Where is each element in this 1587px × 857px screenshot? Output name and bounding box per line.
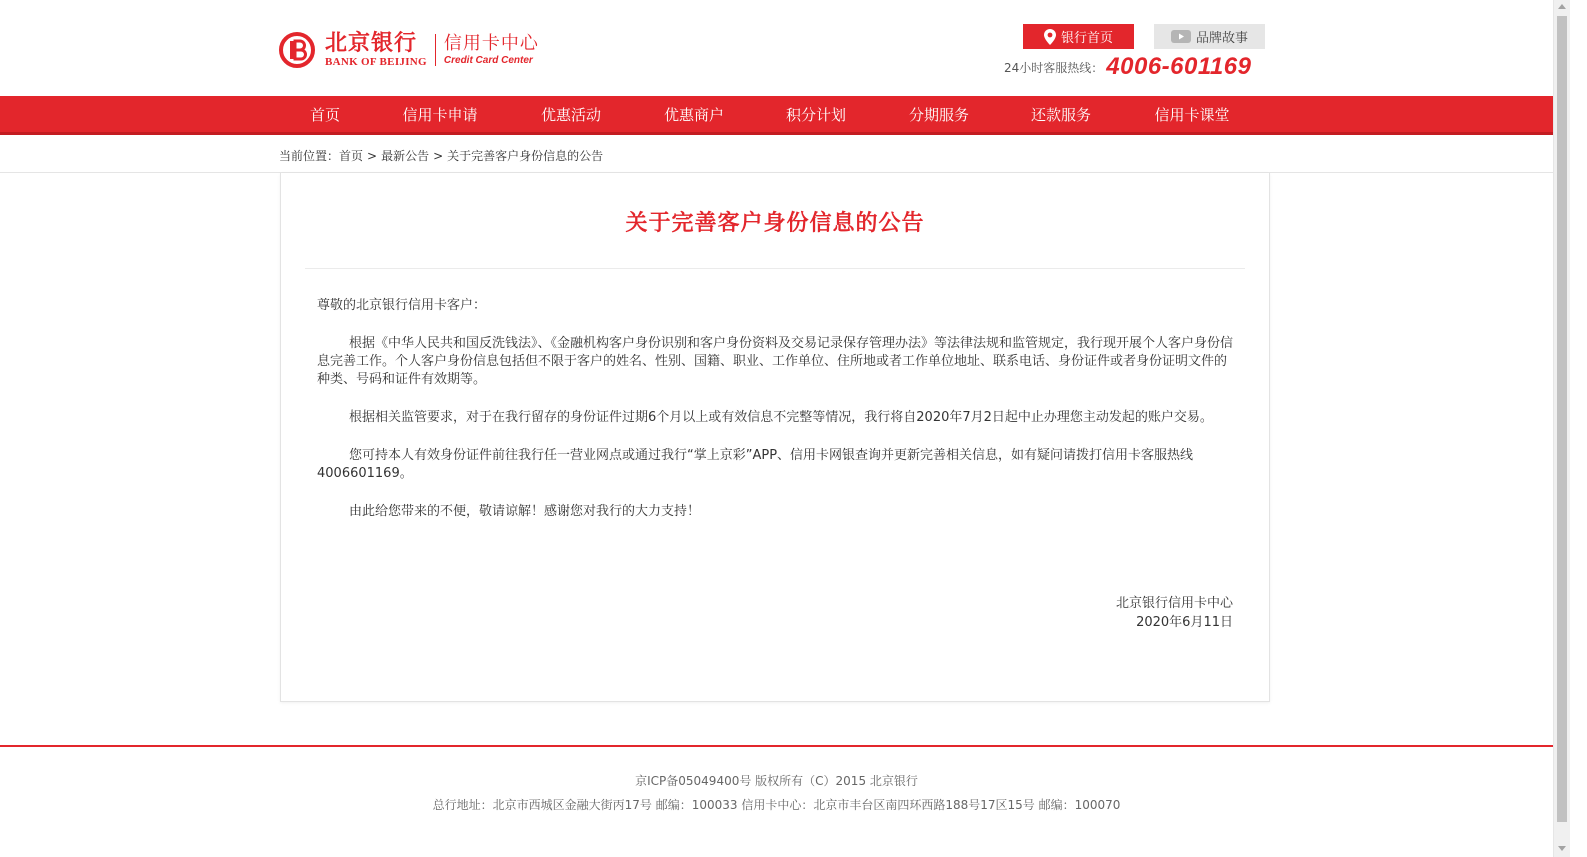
scroll-up-arrow-icon[interactable] bbox=[1558, 4, 1566, 9]
main-nav bbox=[0, 96, 1553, 135]
breadcrumb-separator: > bbox=[367, 148, 378, 163]
nav-item-repayment[interactable]: 还款服务 bbox=[1030, 106, 1091, 124]
article-greeting: 尊敬的北京银行信用卡客户： bbox=[317, 298, 487, 313]
breadcrumb-bar bbox=[0, 137, 1553, 173]
article-date: 2020年6月11日 bbox=[1136, 615, 1233, 630]
article-paragraph: 您可持本人有效身份证件前往我行任一营业网点或通过我行“掌上京彩”APP、信用卡网银查询并更新完善相关信息，如有疑问请拨打信用卡客服热线4006601169。 bbox=[317, 448, 1194, 481]
bank-logo-icon bbox=[279, 32, 315, 68]
article-signature: 北京银行信用卡中心 bbox=[1115, 596, 1233, 611]
article-signature-block bbox=[1116, 594, 1233, 632]
article-paragraph: 由此给您带来的不便，敬请谅解！感谢您对我行的大力支持！ bbox=[349, 504, 701, 519]
footer-address: 总行地址：北京市西城区金融大街丙17号 邮编：100033 信用卡中心：北京市丰台区南四环西路188号17区15号 邮编：100070 bbox=[432, 798, 1121, 812]
breadcrumb-notices-link[interactable]: 最新公告 bbox=[381, 149, 430, 163]
nav-item-card-apply[interactable]: 信用卡申请 bbox=[402, 106, 478, 124]
scrollbar-thumb[interactable] bbox=[1557, 16, 1567, 822]
breadcrumb bbox=[279, 147, 603, 164]
article-paragraph: 根据《中华人民共和国反洗钱法》、《金融机构客户身份识别和客户身份资料及交易记录保存管理办法》等法律法规和监管规定，我行现开展个人客户身份信息完善工作。个人客户身份信息包括但不限于客户的姓名、性别、国籍、职业、工作单位、住所地或者工作单位地址、联系电话、身份证件或者身份证明文件的种类、号码和证件有效期等。 bbox=[317, 336, 1234, 387]
nav-item-merchants[interactable]: 优惠商户 bbox=[663, 106, 724, 124]
article-paragraph: 根据相关监管要求，对于在我行留存的身份证件过期6个月以上或有效信息不完整等情况，我行将自2020年7月2日起中止办理您主动发起的账户交易。 bbox=[349, 410, 1213, 425]
brand-story-label: 品牌故事 bbox=[1195, 31, 1248, 46]
logo-divider bbox=[435, 34, 436, 66]
vertical-scrollbar[interactable] bbox=[1553, 0, 1570, 857]
nav-item-installment[interactable]: 分期服务 bbox=[908, 106, 969, 124]
nav-item-classroom[interactable]: 信用卡课堂 bbox=[1154, 106, 1230, 124]
bank-name-cn: 北京银行 bbox=[325, 31, 418, 56]
bank-home-button[interactable] bbox=[1023, 24, 1134, 49]
site-header bbox=[0, 0, 1570, 96]
article-body bbox=[317, 297, 1233, 541]
nav-item-home[interactable]: 首页 bbox=[309, 106, 340, 124]
footer-copyright: 京ICP备05049400号 版权所有（C）2015 北京银行 bbox=[635, 774, 918, 788]
bank-home-label: 银行首页 bbox=[1060, 31, 1113, 46]
breadcrumb-current-link[interactable]: 关于完善客户身份信息的公告 bbox=[447, 149, 604, 163]
brand-story-button[interactable] bbox=[1154, 24, 1265, 49]
hotline-label: 24小时客服热线： bbox=[1004, 60, 1104, 75]
bank-logo[interactable] bbox=[279, 30, 569, 70]
breadcrumb-prefix: 当前位置： bbox=[279, 149, 340, 163]
scroll-down-arrow-icon[interactable] bbox=[1558, 846, 1566, 851]
nav-item-promotions[interactable]: 优惠活动 bbox=[540, 106, 601, 124]
video-play-icon bbox=[1171, 30, 1191, 43]
title-divider bbox=[305, 268, 1245, 269]
article-title: 关于完善客户身份信息的公告 bbox=[625, 211, 925, 236]
footer-divider bbox=[0, 745, 1553, 747]
nav-item-points[interactable]: 积分计划 bbox=[785, 106, 846, 124]
bank-name-en: BANK OF BEIJING bbox=[325, 56, 427, 68]
hotline bbox=[1004, 52, 1266, 82]
article-container bbox=[280, 173, 1270, 702]
center-name-cn: 信用卡中心 bbox=[443, 33, 539, 54]
breadcrumb-separator: > bbox=[433, 148, 444, 163]
hotline-number: 4006-601169 bbox=[1106, 53, 1252, 80]
center-name-en: Credit Card Center bbox=[443, 55, 533, 66]
breadcrumb-home-link[interactable]: 首页 bbox=[339, 149, 364, 163]
location-pin-icon bbox=[1044, 29, 1056, 45]
